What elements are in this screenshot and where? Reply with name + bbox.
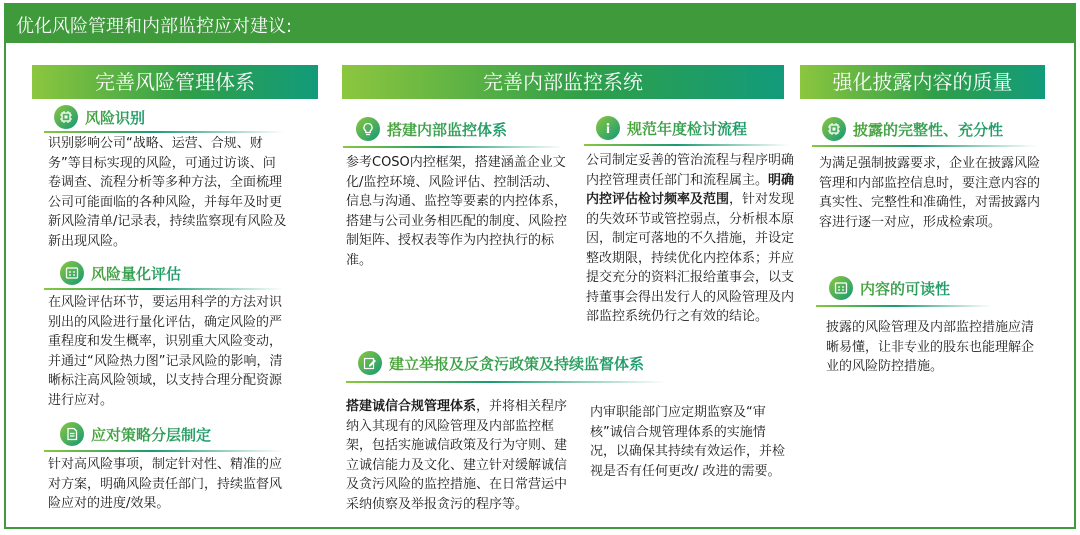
section-underline — [816, 305, 991, 307]
info-icon — [596, 116, 620, 140]
readability-text: 披露的风险管理及内部监控措施应清晰易懂，让非专业的股东也能理解企业的风险防控措施。 — [826, 320, 1035, 374]
section-readability-title — [829, 276, 950, 300]
section-disclosure-completeness-title — [822, 117, 1003, 141]
lightbulb-icon — [356, 117, 380, 141]
risk-identification-text: 识别影响公司“战略、运营、合规、财务”等目标实现的风险，可通过访谈、问卷调查、流程分析等多种方法，全面梳理公司可能面临的各种风险，并每年及时更新风险清单/记录表，持续监察现有风险及新出现风险。 — [48, 136, 287, 249]
disclosure-completeness-text: 为满足强制披露要求，企业在披露风险管理和内部监控信息时，要注意内容的真实性、完整性和准确性，对需披露内容进行逐一对应，形成检索项。 — [819, 156, 1041, 230]
whistleblowing-text: 搭建诚信合规管理体系，并将相关程序纳入其现有的风险管理及内部监控框架，包括实施诚信政策及行为守则、建立诚信能力及文化、建立针对缓解诚信及贪污风险的监控措施、在日常营运中采纳侦察及举报贪污的程序等。 — [346, 399, 568, 512]
risk-quantification-text: 在风险评估环节，要运用科学的方法对识别出的风险进行量化评估，确定风险的严重程度和发生概率，识别重大风险变动，并通过“风险热力图”记录风险的影响，清晰标注高风险领域，以支持合理分配资源进行应对。 — [48, 295, 283, 408]
response-strategy-text: 针对高风险事项，制定针对性、精准的应对方案，明确风险责任部门，持续监督风险应对的进度/效果。 — [48, 457, 283, 511]
column-header-risk-management: 完善风险管理体系 — [32, 65, 318, 99]
calculator-icon — [60, 261, 84, 285]
section-annual-review-title — [596, 116, 747, 140]
section-risk-identification-title — [54, 105, 145, 129]
section-underline — [44, 288, 284, 290]
section-title-text: 应对策略分层制定 — [91, 425, 212, 444]
annual-review-text: 公司制定妥善的管治流程与程序明确内控管理责任部门和流程属主。明确内控评估检讨频率及范围，针对发现的失效环节或管控弱点，分析根本原因，制定可落地的不久措施，并设定整改期限，持续优化内控体系；并应提交充分的资料汇报给董事会，以支持董事会得出发行人的风险管理及内部监控系统仍行之有效的结论。 — [586, 153, 795, 324]
section-title-text: 搭建内部监控体系 — [387, 120, 508, 139]
section-title-text: 风险识别 — [85, 108, 146, 127]
section-title-text: 内容的可读性 — [860, 279, 951, 298]
page-title: 优化风险管理和内部监控应对建议: — [16, 16, 293, 37]
document-icon — [60, 422, 84, 446]
internal-audit-text: 内审职能部门应定期监察及“审核”诚信合规管理体系的实施情况，以确保其持续有效运作，并检视是否有任何更改/ 改进的需要。 — [590, 405, 786, 479]
calculator-icon — [829, 276, 853, 300]
section-whistleblowing-title — [358, 351, 644, 375]
section-title-text: 规范年度检讨流程 — [627, 119, 748, 138]
chip-icon — [54, 105, 78, 129]
section-title-text: 风险量化评估 — [91, 264, 182, 283]
section-underline — [44, 450, 284, 452]
section-build-control-system-title — [356, 117, 507, 141]
section-title-text: 建立举报及反贪污政策及持续监督体系 — [389, 354, 645, 373]
build-control-system-text: 参考COSO内控框架，搭建涵盖企业文化/监控环境、风险评估、控制活动、信息与沟通、监控等要素的内控体系，搭建与公司业务相匹配的制度、风险控制矩阵、授权表等作为内控执行的标准。 — [346, 155, 568, 268]
edit-icon — [358, 351, 382, 375]
section-underline — [44, 131, 284, 133]
section-underline — [812, 145, 1037, 147]
title-bar — [4, 3, 1076, 43]
chip-icon — [822, 117, 846, 141]
column-header-internal-control: 完善内部监控系统 — [342, 65, 784, 99]
section-underline — [343, 146, 563, 148]
section-risk-quantification-title — [60, 261, 181, 285]
section-underline — [346, 381, 666, 383]
section-response-strategy-title — [60, 422, 211, 446]
section-underline — [584, 144, 789, 146]
column-header-disclosure: 强化披露内容的质量 — [800, 65, 1045, 99]
section-title-text: 披露的完整性、充分性 — [853, 120, 1004, 139]
